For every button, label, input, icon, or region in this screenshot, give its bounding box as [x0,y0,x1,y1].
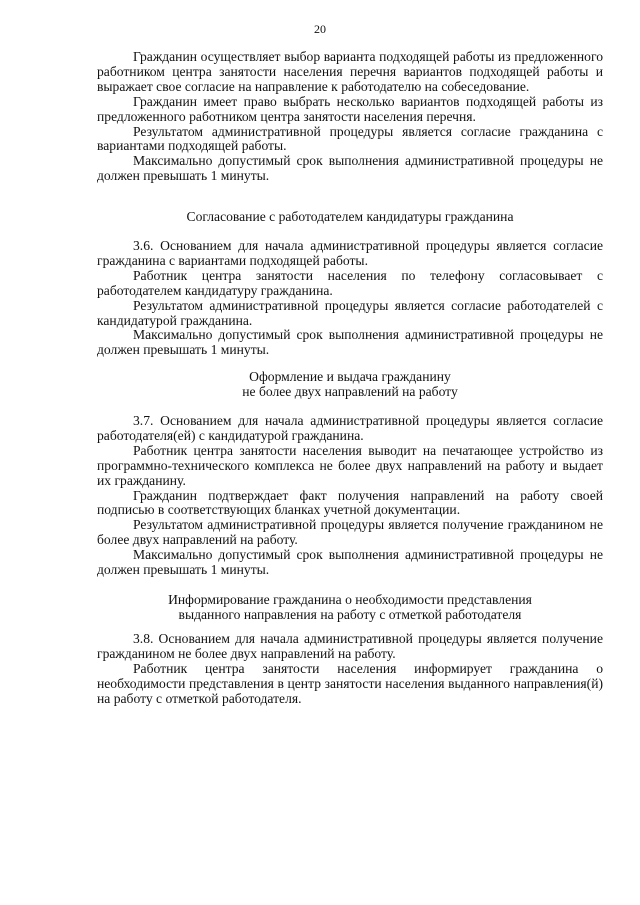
paragraph: 3.8. Основанием для начала административной процедуры является получение гражданином не более двух направлений на работу. [97,631,603,661]
paragraph: Результатом административной процедуры является получение гражданином не более двух направлений на работу. [97,517,603,548]
section-heading-3 [97,593,603,623]
section-text-block-3 [97,414,603,578]
paragraph: Гражданин осуществляет выбор варианта подходящей работы из предложенного работником центра занятости населения перечня вариантов подходящей работы и выражает свое согласие на направление к работодателю на собеседование. [97,49,603,94]
heading-line: не более двух направлений на работу [242,383,458,399]
heading-line: выданного направления на работу с отметкой работодателя [178,606,522,622]
paragraph: Максимально допустимый срок выполнения административной процедуры не должен превышать 1 минуты. [97,153,603,184]
section-text-block-4 [97,632,603,707]
section-heading-1 [97,210,603,225]
paragraph: Гражданин подтверждает факт получения направлений на работу своей подписью в соответствующих бланках учетной документации. [97,487,603,518]
section-heading-2 [97,370,603,400]
paragraph: 3.6. Основанием для начала административной процедуры является согласие гражданина с вариантами подходящей работы. [97,238,603,268]
paragraph: Результатом административной процедуры является согласие гражданина с вариантами подходящей работы. [97,123,603,154]
paragraph: Гражданин имеет право выбрать несколько вариантов подходящей работы из предложенного работником центра занятости населения перечня. [97,93,603,124]
page-number: 20 [314,22,326,36]
paragraph: Работник центра занятости населения выводит на печатающее устройство из программно-технического комплекса не более двух направлений на работу и выдает их гражданину. [97,442,603,488]
heading-line: Оформление и выдача гражданину [249,369,451,384]
paragraph: 3.7. Основанием для начала административной процедуры является согласие работодателя(ей) с кандидатурой гражданина. [97,413,603,443]
heading-line: Согласование с работодателем кандидатуры гражданина [186,209,514,224]
paragraph: Работник центра занятости населения информирует гражданина о необходимости представления в центр занятости населения выданного направления(й) на работу с отметкой работодателя. [97,660,603,706]
paragraph: Результатом административной процедуры является согласие работодателей с кандидатурой гражданина. [97,297,603,328]
section-text-block-1 [97,50,603,184]
section-text-block-2 [97,239,603,358]
heading-line: Информирование гражданина о необходимости представления [168,592,532,607]
paragraph: Максимально допустимый срок выполнения административной процедуры не должен превышать 1 минуты. [97,327,603,358]
paragraph: Максимально допустимый срок выполнения административной процедуры не должен превышать 1 минуты. [97,547,603,578]
paragraph: Работник центра занятости населения по телефону согласовывает с работодателем кандидатуру гражданина. [97,267,603,298]
